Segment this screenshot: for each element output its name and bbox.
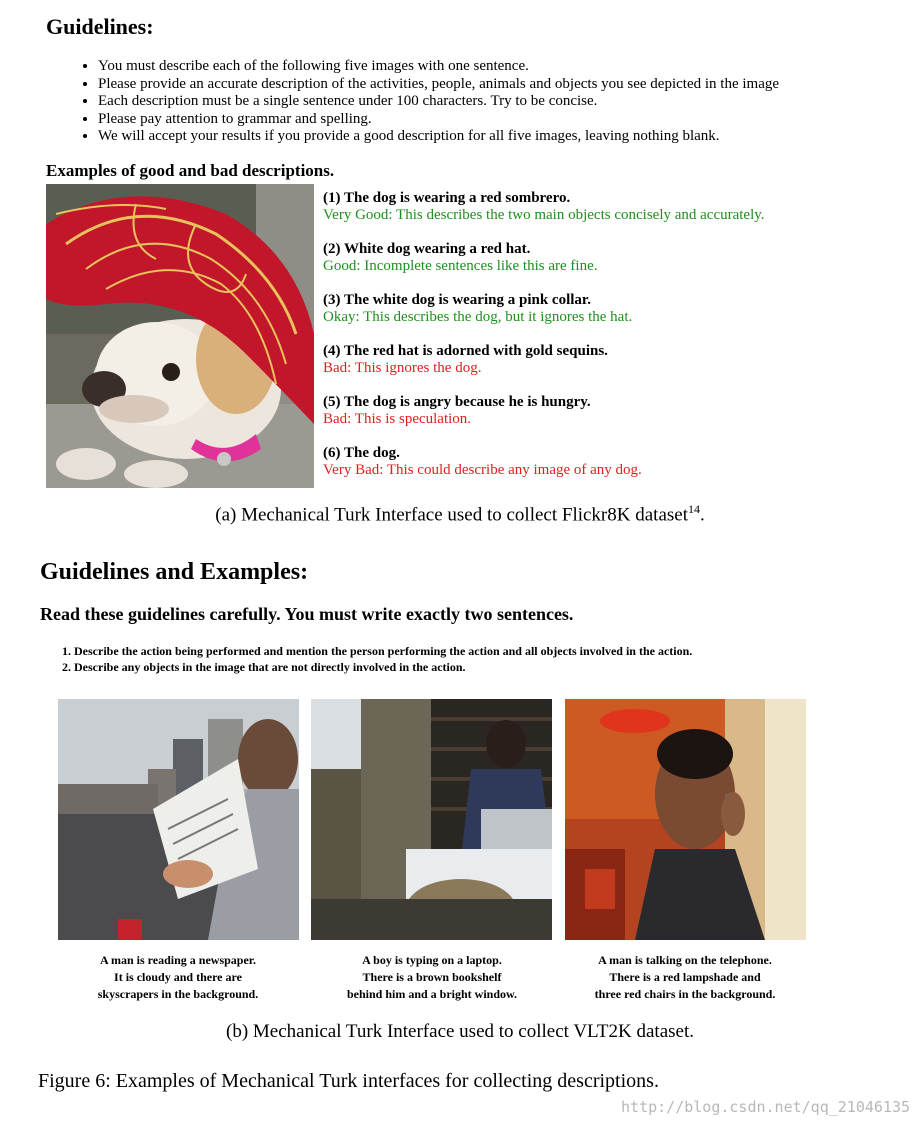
- caption-text: (a) Mechanical Turk Interface used to collect Flickr8K dataset: [215, 504, 688, 526]
- example-rating: Okay: This describes the dog, but it ignores the hat.: [323, 309, 633, 325]
- guideline-item: • Please provide an accurate description of the activities, people, animals and objects you see depicted in the image: [98, 76, 898, 94]
- example-5: [323, 394, 883, 428]
- example-rating: Good: Incomplete sentences like this are fine.: [323, 258, 598, 274]
- example-sentence: (2) White dog wearing a red hat.: [323, 241, 531, 257]
- subfigure-caption-b: (b) Mechanical Turk Interface used to collect VLT2K dataset.: [226, 1021, 694, 1042]
- photo-caption: [555, 952, 815, 1003]
- guidelines-list: [78, 58, 898, 146]
- caption-line: A boy is typing on a laptop.: [362, 953, 502, 967]
- guideline-item: • You must describe each of the following five images with one sentence.: [98, 58, 898, 76]
- example-2: [323, 241, 883, 275]
- guideline-item: • Each description must be a single sentence under 100 characters. Try to be concise.: [98, 93, 898, 111]
- example-rating: Very Bad: This could describe any image of any dog.: [323, 462, 642, 478]
- man-telephone-photo: [565, 699, 806, 940]
- example-1: [323, 190, 883, 224]
- man-newspaper-photo: [58, 699, 299, 940]
- example-3: [323, 292, 883, 326]
- caption-line: skyscrapers in the background.: [97, 987, 259, 1001]
- guidelines-numbered-list: [54, 643, 854, 675]
- caption-line: There is a brown bookshelf: [362, 970, 502, 984]
- caption-line: A man is reading a newspaper.: [99, 953, 257, 967]
- caption-line: A man is talking on the telephone.: [598, 953, 772, 967]
- photo-caption: [48, 952, 308, 1003]
- example-sentence: (1) The dog is wearing a red sombrero.: [323, 190, 571, 206]
- example-sentence: (3) The white dog is wearing a pink collar.: [323, 292, 591, 308]
- guidelines-title: Guidelines:: [46, 14, 154, 39]
- example-rating: Very Good: This describes the two main objects concisely and accurately.: [323, 207, 765, 223]
- example-rating: Bad: This ignores the dog.: [323, 360, 482, 376]
- dog-sombrero-photo: [46, 184, 314, 488]
- guidelines-subtitle: Read these guidelines carefully. You must write exactly two sentences.: [40, 604, 574, 624]
- guideline-item: • Please pay attention to grammar and spelling.: [98, 111, 898, 129]
- caption-line: three red chairs in the background.: [594, 987, 776, 1001]
- example-6: [323, 445, 883, 479]
- examples-title: Examples of good and bad descriptions.: [46, 161, 335, 180]
- caption-period: .: [699, 504, 705, 526]
- guideline-item: • We will accept your results if you provide a good description for all five images, leaving nothing blank.: [98, 128, 898, 146]
- example-sentence: (6) The dog.: [323, 445, 400, 461]
- photo-caption: [302, 952, 562, 1003]
- subfigure-caption-a: [0, 502, 920, 526]
- example-4: [323, 343, 883, 377]
- guideline-item: 1. Describe the action being performed and mention the person performing the action and all objects involved in the action.: [74, 643, 854, 659]
- watermark: http://blog.csdn.net/qq_21046135: [621, 1098, 910, 1116]
- boy-laptop-photo: [311, 699, 552, 940]
- guidelines-examples-title: Guidelines and Examples:: [40, 559, 309, 585]
- example-rating: Bad: This is speculation.: [323, 411, 472, 427]
- example-sentence: (4) The red hat is adorned with gold sequins.: [323, 343, 608, 359]
- example-sentence: (5) The dog is angry because he is hungry.: [323, 394, 591, 410]
- caption-line: behind him and a bright window.: [346, 987, 518, 1001]
- caption-line: It is cloudy and there are: [114, 970, 242, 984]
- guideline-item: 2. Describe any objects in the image that are not directly involved in the action.: [74, 659, 854, 675]
- citation-superscript: 14: [687, 502, 700, 516]
- figure-caption: Figure 6: Examples of Mechanical Turk interfaces for collecting descriptions.: [38, 1070, 659, 1092]
- caption-line: There is a red lampshade and: [609, 970, 761, 984]
